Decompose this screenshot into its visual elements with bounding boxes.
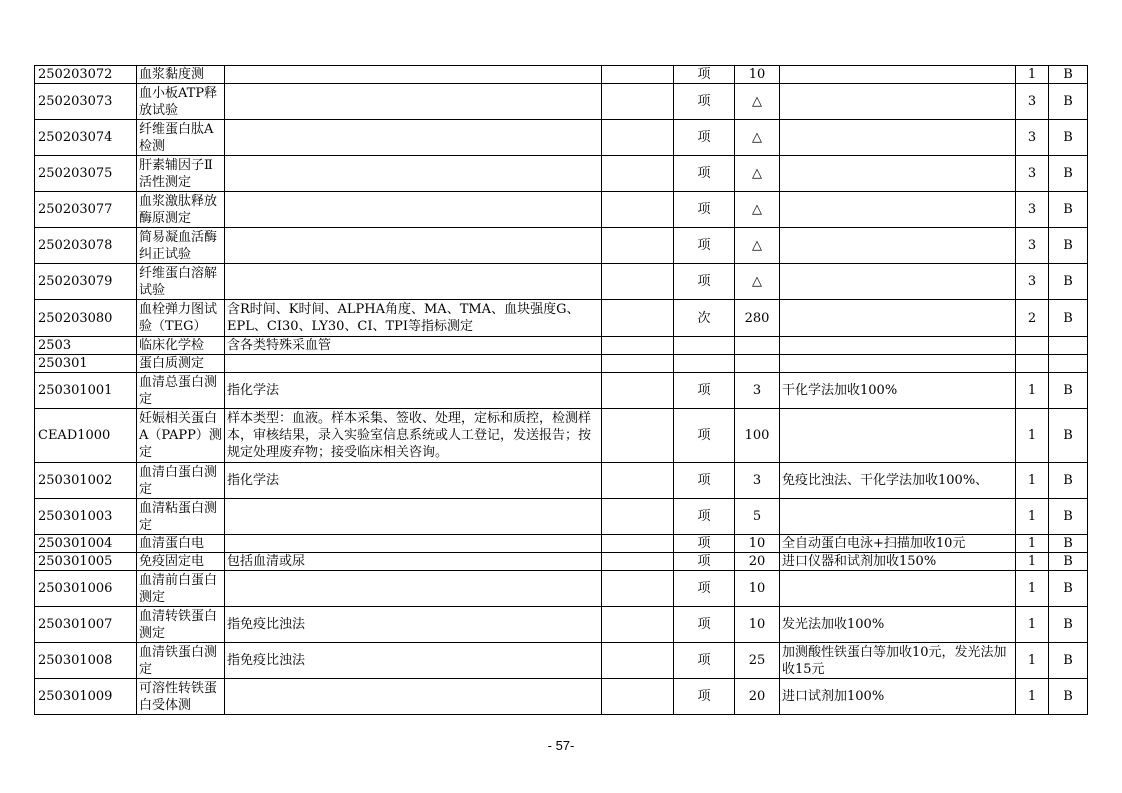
unit-cell [674,337,735,355]
item-code-cell: 2503 [35,337,137,355]
category-cell: 1 [1016,409,1049,463]
item-content-cell [225,679,602,715]
item-content-cell: 包括血清或尿 [225,553,602,571]
item-name-cell: 血清铁蛋白测定 [137,643,225,679]
category-cell: 3 [1016,228,1049,264]
excluded-content-cell [602,535,674,553]
item-code-cell: 250301006 [35,571,137,607]
item-content-cell [225,66,602,84]
item-content-cell: 指免疫比浊法 [225,643,602,679]
grade-cell: B [1049,84,1088,120]
note-cell [780,84,1016,120]
table-row [35,192,1088,228]
excluded-content-cell [602,571,674,607]
table-row [35,300,1088,337]
item-name-cell: 血清白蛋白测定 [137,463,225,499]
grade-cell: B [1049,643,1088,679]
unit-cell: 项 [674,66,735,84]
category-cell: 3 [1016,264,1049,300]
table-row [35,535,1088,553]
table-row [35,463,1088,499]
item-name-cell: 妊娠相关蛋白A（PAPP）测定 [137,409,225,463]
item-name-cell: 血浆黏度测 [137,66,225,84]
price-cell: 100 [735,409,780,463]
grade-cell: B [1049,679,1088,715]
item-name-cell: 简易凝血活酶纠正试验 [137,228,225,264]
item-code-cell: 250301005 [35,553,137,571]
price-cell: △ [735,156,780,192]
table-row [35,571,1088,607]
grade-cell: B [1049,66,1088,84]
unit-cell: 项 [674,156,735,192]
note-cell [780,228,1016,264]
grade-cell: B [1049,553,1088,571]
excluded-content-cell [602,679,674,715]
category-cell: 1 [1016,463,1049,499]
item-content-cell [225,84,602,120]
category-cell: 3 [1016,192,1049,228]
item-content-cell [225,355,602,373]
table-row [35,66,1088,84]
note-cell: 进口仪器和试剂加收150% [780,553,1016,571]
category-cell: 3 [1016,120,1049,156]
excluded-content-cell [602,228,674,264]
unit-cell: 项 [674,553,735,571]
unit-cell: 项 [674,643,735,679]
grade-cell: B [1049,120,1088,156]
item-name-cell: 纤维蛋白肽A检测 [137,120,225,156]
price-cell: 280 [735,300,780,337]
item-name-cell: 血清转铁蛋白测定 [137,607,225,643]
item-code-cell: 250203079 [35,264,137,300]
price-cell: 25 [735,643,780,679]
note-cell [780,264,1016,300]
unit-cell: 项 [674,463,735,499]
item-name-cell: 血清前白蛋白测定 [137,571,225,607]
grade-cell: B [1049,264,1088,300]
grade-cell: B [1049,409,1088,463]
note-cell [780,156,1016,192]
item-content-cell [225,571,602,607]
category-cell [1016,337,1049,355]
grade-cell: B [1049,535,1088,553]
unit-cell: 项 [674,84,735,120]
item-content-cell [225,499,602,535]
price-cell: △ [735,192,780,228]
note-cell [780,120,1016,156]
grade-cell: B [1049,607,1088,643]
note-cell: 全自动蛋白电泳+扫描加收10元 [780,535,1016,553]
table-row [35,120,1088,156]
grade-cell [1049,355,1088,373]
excluded-content-cell [602,66,674,84]
note-cell [780,300,1016,337]
price-cell: 20 [735,679,780,715]
page-number: - 57- [547,738,575,753]
price-cell: 10 [735,571,780,607]
table-row [35,84,1088,120]
item-content-cell [225,264,602,300]
price-table [34,65,1088,715]
price-cell: 10 [735,66,780,84]
item-code-cell: 250301002 [35,463,137,499]
table-row [35,409,1088,463]
note-cell: 免疫比浊法、干化学法加收100%、 [780,463,1016,499]
note-cell [780,499,1016,535]
price-cell: 20 [735,553,780,571]
category-cell: 1 [1016,643,1049,679]
price-cell: 10 [735,535,780,553]
price-cell: 3 [735,463,780,499]
grade-cell: B [1049,571,1088,607]
table-row [35,679,1088,715]
excluded-content-cell [602,300,674,337]
table-row [35,373,1088,409]
unit-cell: 项 [674,607,735,643]
category-cell: 1 [1016,535,1049,553]
excluded-content-cell [602,192,674,228]
price-cell: 3 [735,373,780,409]
grade-cell: B [1049,156,1088,192]
item-name-cell: 血栓弹力图试验（TEG） [137,300,225,337]
excluded-content-cell [602,156,674,192]
grade-cell: B [1049,228,1088,264]
table-row [35,337,1088,355]
item-code-cell: 250301009 [35,679,137,715]
unit-cell: 项 [674,264,735,300]
note-cell: 加测酸性铁蛋白等加收10元，发光法加收15元 [780,643,1016,679]
category-cell: 1 [1016,679,1049,715]
unit-cell: 次 [674,300,735,337]
unit-cell: 项 [674,373,735,409]
table-row [35,156,1088,192]
item-code-cell: 250301001 [35,373,137,409]
category-cell: 1 [1016,499,1049,535]
note-cell [780,192,1016,228]
price-cell [735,337,780,355]
excluded-content-cell [602,499,674,535]
category-cell [1016,355,1049,373]
category-cell: 3 [1016,156,1049,192]
item-code-cell: 250301 [35,355,137,373]
table-body [35,66,1088,715]
item-name-cell: 肝素辅因子Ⅱ活性测定 [137,156,225,192]
grade-cell: B [1049,499,1088,535]
item-code-cell: 250203074 [35,120,137,156]
price-cell: △ [735,120,780,156]
price-cell: 5 [735,499,780,535]
price-cell: △ [735,264,780,300]
item-content-cell: 指免疫比浊法 [225,607,602,643]
table-row [35,553,1088,571]
item-content-cell: 样本类型：血液。样本采集、签收、处理，定标和质控，检测样本，审核结果，录入实验室信息系统或人工登记，发送报告；按规定处理废弃物；接受临床相关咨询。 [225,409,602,463]
excluded-content-cell [602,607,674,643]
item-content-cell [225,120,602,156]
category-cell: 1 [1016,66,1049,84]
price-cell: △ [735,84,780,120]
grade-cell: B [1049,463,1088,499]
item-code-cell: 250301008 [35,643,137,679]
item-code-cell: 250301007 [35,607,137,643]
item-code-cell: 250203072 [35,66,137,84]
item-name-cell: 血小板ATP释放试验 [137,84,225,120]
item-name-cell: 可溶性转铁蛋白受体测 [137,679,225,715]
note-cell: 发光法加收100% [780,607,1016,643]
excluded-content-cell [602,84,674,120]
unit-cell: 项 [674,535,735,553]
table-row [35,228,1088,264]
unit-cell: 项 [674,192,735,228]
item-code-cell: 250203080 [35,300,137,337]
category-cell: 1 [1016,607,1049,643]
excluded-content-cell [602,337,674,355]
item-content-cell: 指化学法 [225,463,602,499]
price-cell [735,355,780,373]
note-cell [780,337,1016,355]
unit-cell: 项 [674,571,735,607]
item-code-cell: 250203073 [35,84,137,120]
price-cell: 10 [735,607,780,643]
note-cell [780,409,1016,463]
item-content-cell [225,156,602,192]
unit-cell: 项 [674,499,735,535]
item-name-cell: 纤维蛋白溶解试验 [137,264,225,300]
excluded-content-cell [602,373,674,409]
category-cell: 1 [1016,571,1049,607]
unit-cell [674,355,735,373]
note-cell [780,571,1016,607]
category-cell: 1 [1016,553,1049,571]
item-code-cell: 250203075 [35,156,137,192]
note-cell [780,66,1016,84]
item-content-cell [225,228,602,264]
grade-cell: B [1049,373,1088,409]
note-cell: 进口试剂加100% [780,679,1016,715]
item-name-cell: 血浆激肽释放酶原测定 [137,192,225,228]
unit-cell: 项 [674,679,735,715]
item-code-cell: 250203078 [35,228,137,264]
item-content-cell [225,192,602,228]
item-name-cell: 蛋白质测定 [137,355,225,373]
table-row [35,607,1088,643]
item-code-cell: 250203077 [35,192,137,228]
excluded-content-cell [602,463,674,499]
item-content-cell [225,535,602,553]
category-cell: 1 [1016,373,1049,409]
item-name-cell: 免疫固定电 [137,553,225,571]
item-code-cell: 250301003 [35,499,137,535]
price-cell: △ [735,228,780,264]
grade-cell: B [1049,192,1088,228]
excluded-content-cell [602,643,674,679]
note-cell [780,355,1016,373]
excluded-content-cell [602,120,674,156]
category-cell: 2 [1016,300,1049,337]
item-code-cell: 250301004 [35,535,137,553]
category-cell: 3 [1016,84,1049,120]
unit-cell: 项 [674,120,735,156]
excluded-content-cell [602,264,674,300]
item-name-cell: 血清粘蛋白测定 [137,499,225,535]
item-content-cell: 含R时间、K时间、ALPHA角度、MA、TMA、血块强度G、EPL、CI30、LY30、CI、TPI等指标测定 [225,300,602,337]
excluded-content-cell [602,409,674,463]
excluded-content-cell [602,355,674,373]
item-content-cell: 指化学法 [225,373,602,409]
unit-cell: 项 [674,409,735,463]
table-row [35,499,1088,535]
table-row [35,264,1088,300]
note-cell: 干化学法加收100% [780,373,1016,409]
item-code-cell: CEAD1000 [35,409,137,463]
item-name-cell: 临床化学检 [137,337,225,355]
unit-cell: 项 [674,228,735,264]
table-row [35,355,1088,373]
item-content-cell: 含各类特殊采血管 [225,337,602,355]
excluded-content-cell [602,553,674,571]
table-row [35,643,1088,679]
item-name-cell: 血清蛋白电 [137,535,225,553]
grade-cell [1049,337,1088,355]
grade-cell: B [1049,300,1088,337]
item-name-cell: 血清总蛋白测定 [137,373,225,409]
